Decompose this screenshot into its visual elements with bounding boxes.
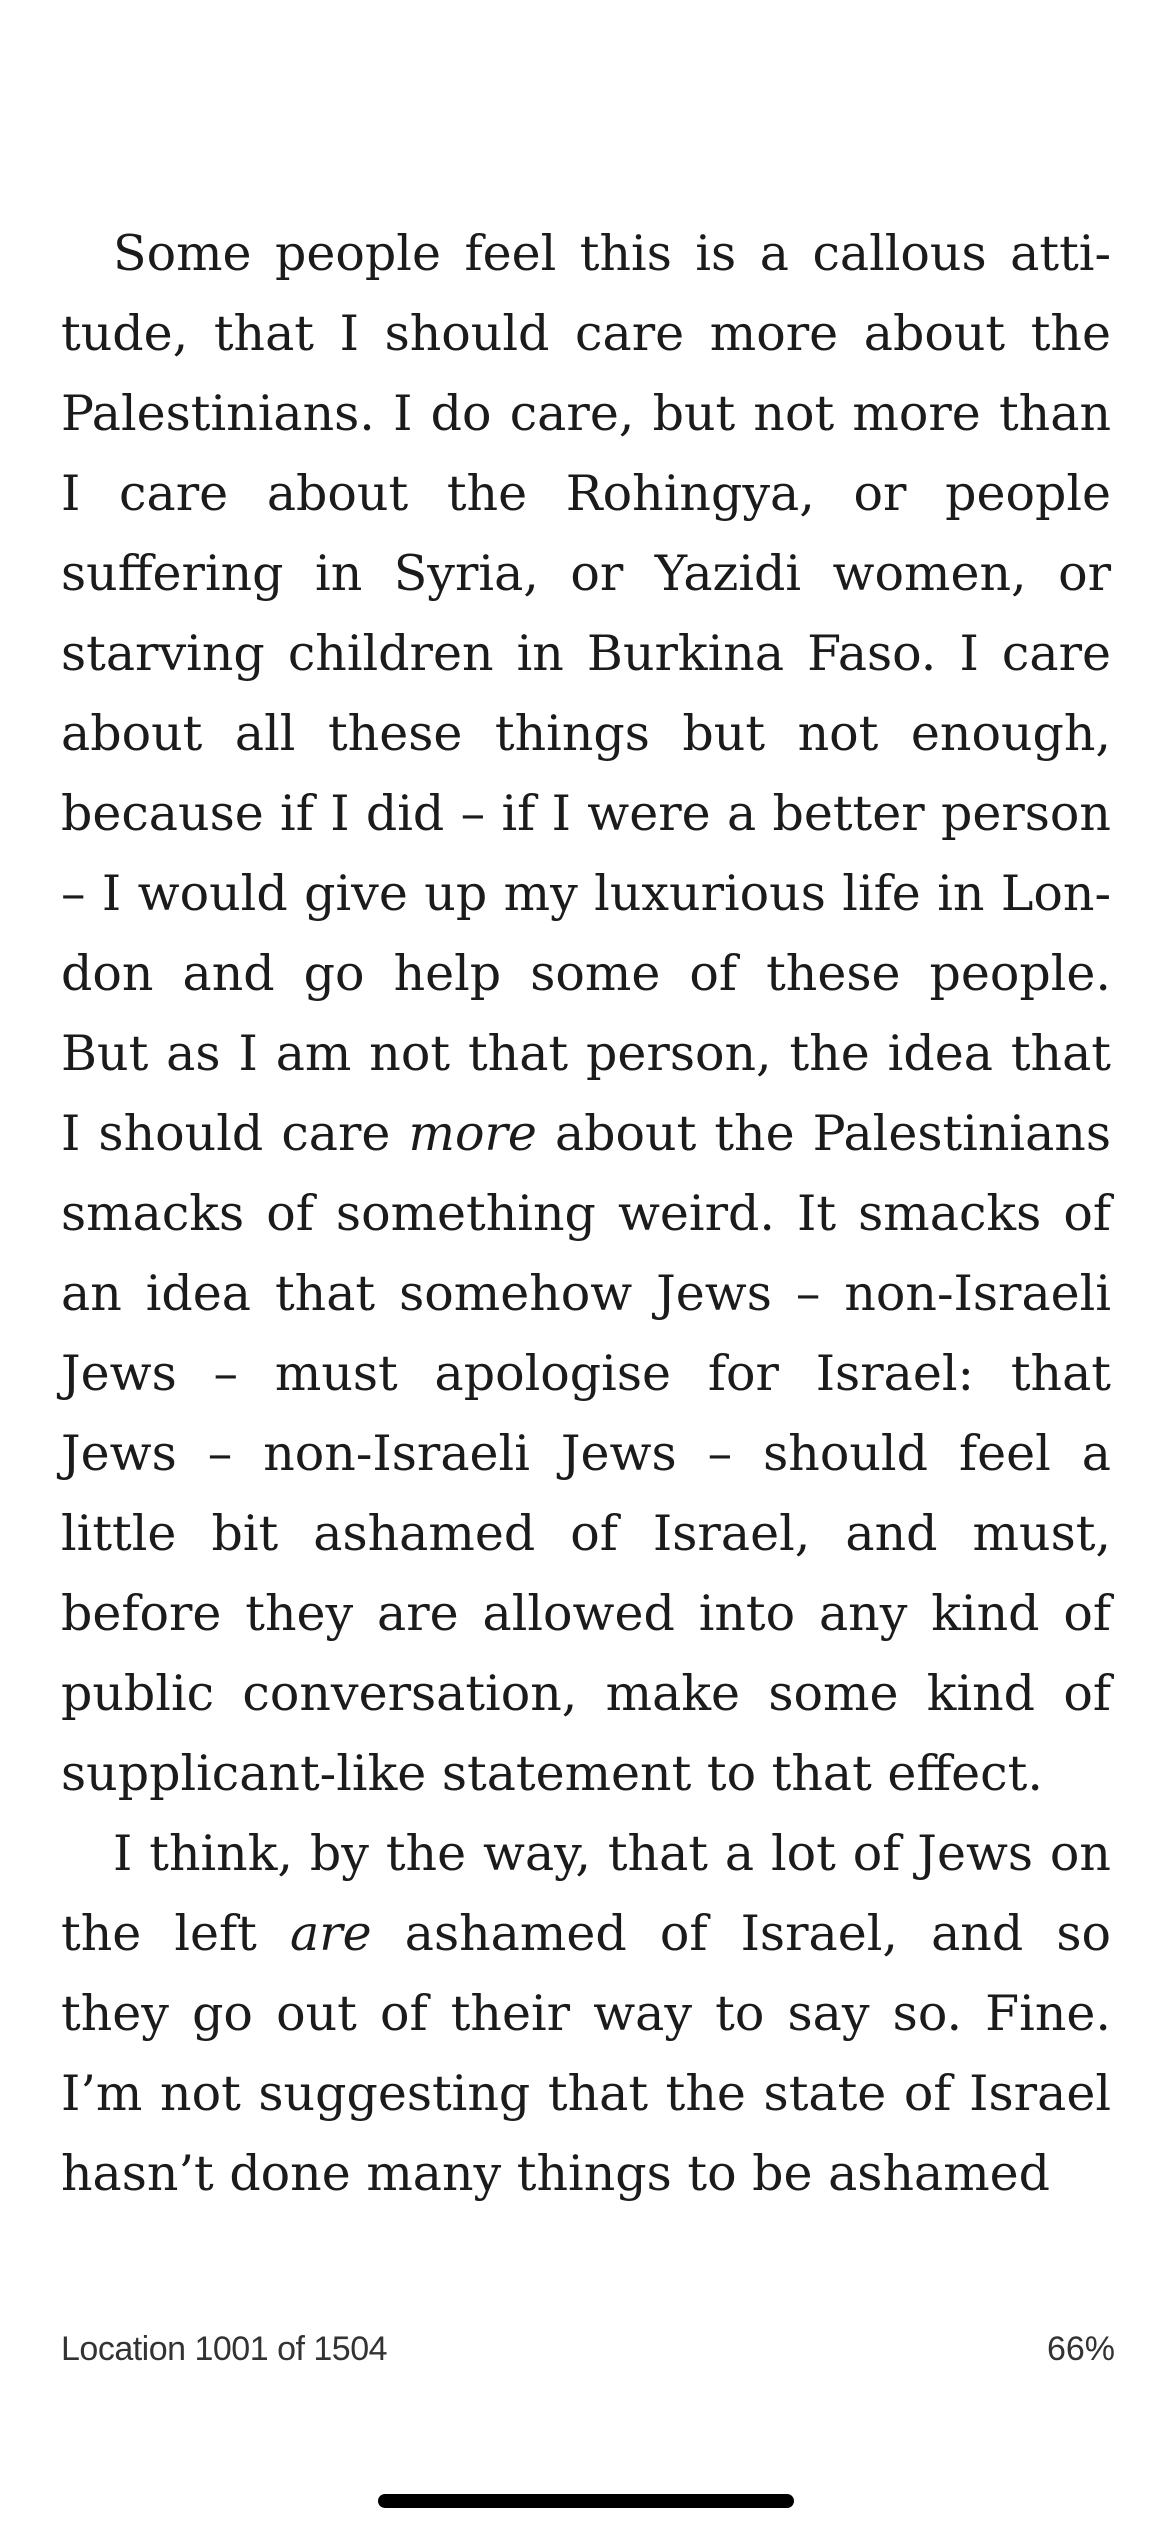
paragraph-1-text-a: Some people feel this is a callous attitude, that I should care more about the Palestinians. I do care, but not more than I care about the Rohingya, or people suffering in Syria, or Yazidi women, or starving children in Burkina Faso. I care about all these things but not enough, because if I did – if I were a better person – I would give up my luxurious life in London and go help some of these people. But as I am not that person, the idea that I should care <box>61 225 1111 1162</box>
paragraph-2-emphasis: are <box>289 1905 372 1962</box>
paragraph-1-text-b: about the Palestinians smacks of something weird. It smacks of an idea that somehow Jews – non-Israeli Jews – must apologise for Israel: that Jews – non-Israeli Jews – should feel a little bit ashamed of Israel, and must, before they are allowed into any kind of public conversation, make some kind of supplicant-like statement to that effect. <box>61 1105 1111 1802</box>
paragraph-2-text-b: ashamed of Israel, and so they go out of their way to say so. Fine. I’m not suggesting that the state of Israel hasn’t done many things to be ashamed <box>61 1905 1111 2202</box>
progress-percent: 66% <box>1046 2330 1115 2368</box>
home-indicator-bar[interactable] <box>378 2494 794 2508</box>
reading-area[interactable] <box>61 214 1111 2214</box>
paragraph-1-emphasis: more <box>408 1105 537 1162</box>
location-indicator[interactable]: Location 1001 of 1504 <box>61 2330 388 2368</box>
paragraph-1 <box>61 214 1111 1814</box>
paragraph-2-text-a: I think, by the way, that a lot of Jews on the left <box>61 1825 1111 1962</box>
paragraph-2 <box>61 1814 1111 2214</box>
